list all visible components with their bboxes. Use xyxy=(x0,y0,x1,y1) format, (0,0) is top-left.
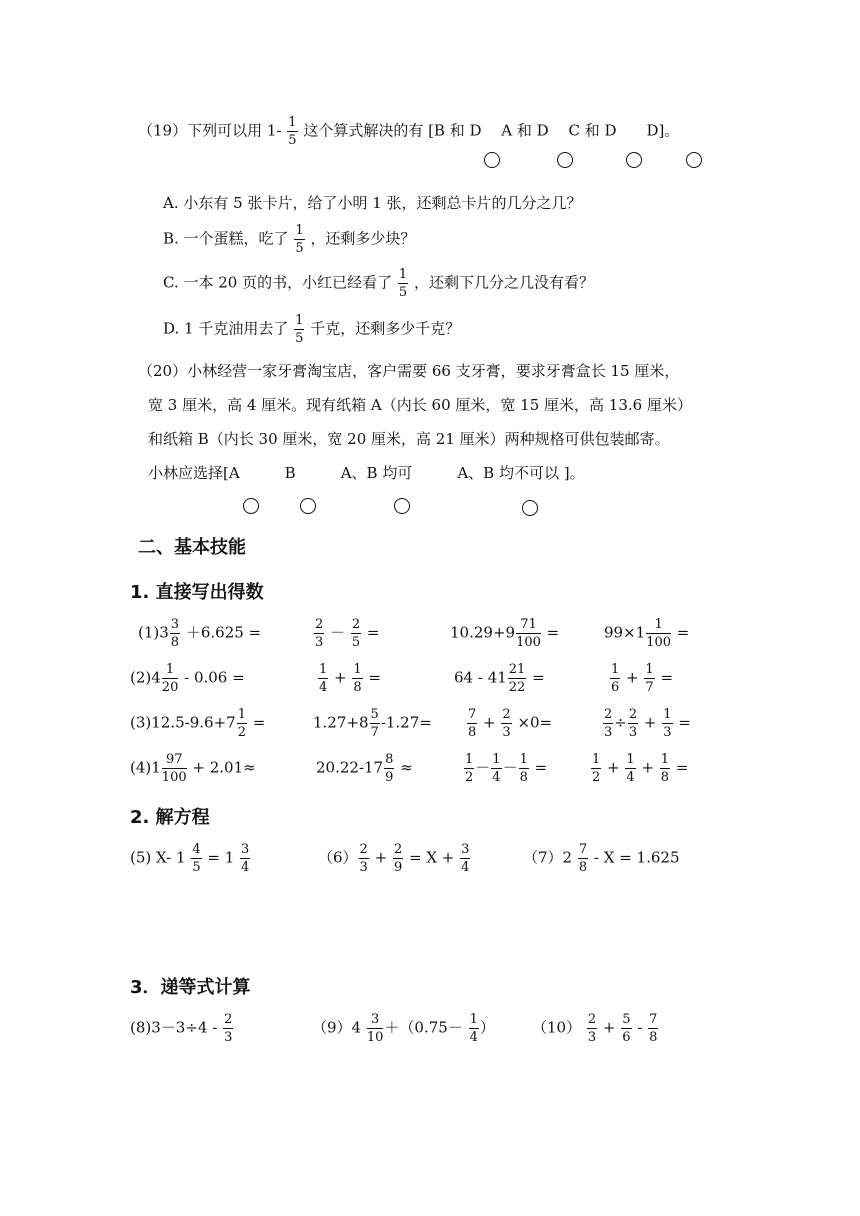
choice-circle-none[interactable] xyxy=(522,500,538,516)
expr-4c: $\frac{1}{2}$ － $\frac{1}{4}$ － $\frac{1}{8}$ = xyxy=(465,752,548,785)
fraction: $\frac{1}{5}$ xyxy=(288,115,297,148)
q20-line-3: 和纸箱 B（内长 30 厘米，宽 20 厘米，高 21 厘米）两种规格可供包装邮寄。 xyxy=(148,430,670,448)
equation-5: (5) X- 1 $\frac{4}{5}$ = 1 $\frac{3}{4}$ xyxy=(130,842,250,875)
q20-line-2: 宽 3 厘米，高 4 厘米。现有纸箱 A（内长 60 厘米，宽 15 厘米，高 13.6 厘米） xyxy=(148,396,692,414)
expression-10: （10） $\frac{2}{3}$ + $\frac{5}{6}$ - $\frac{7}{8}$ xyxy=(532,1012,658,1045)
choice-circle-4[interactable] xyxy=(686,152,702,168)
choice-circle-2[interactable] xyxy=(557,152,573,168)
expr-3d: $\frac{2}{3}$ ÷ $\frac{2}{3}$ + $\frac{1}{3}$ = xyxy=(604,707,691,740)
section-title: 二、基本技能 xyxy=(138,537,246,558)
expr-4a: (4)1 $\frac{97}{100}$ + 2.01≈ xyxy=(130,752,256,785)
choice-circle-1[interactable] xyxy=(484,152,500,168)
q19-stem: （19）下列可以用 1- $\frac{1}{5}$ 这个算式解决的有 [B 和 D A 和 D C 和 D D]。 xyxy=(138,115,680,148)
fraction: $\frac{1}{5}$ xyxy=(295,313,304,346)
expression-9: （9）4 $\frac{3}{10}$ ＋（0.75－ $\frac{1}{4}$ ） xyxy=(312,1012,495,1045)
expr-1a: (1)3 $\frac{3}{8}$ ＋6.625 = xyxy=(138,617,262,650)
equation-7: （7）2 $\frac{7}{8}$ - X = 1.625 xyxy=(523,842,680,875)
expr-3c: $\frac{7}{8}$ + $\frac{2}{3}$ ×0= xyxy=(468,707,553,740)
q19-option-a: A. 小东有 5 张卡片，给了小明 1 张，还剩总卡片的几分之几？ xyxy=(163,194,582,212)
fraction: $\frac{1}{5}$ xyxy=(295,223,304,256)
expr-3a: (3)12.5-9.6+7 $\frac{1}{2}$ = xyxy=(130,707,266,740)
expr-4d: $\frac{1}{2}$ + $\frac{1}{4}$ + $\frac{1}{8}$ = xyxy=(592,752,689,785)
q20-line-1: （20）小林经营一家牙膏淘宝店，客户需要 66 支牙膏，要求牙膏盒长 15 厘米， xyxy=(138,362,680,380)
expr-2d: $\frac{1}{6}$ + $\frac{1}{7}$ = xyxy=(611,662,674,695)
q19-option-d: D. 1 千克油用去了 $\frac{1}{5}$ 千克，还剩多少千克？ xyxy=(163,313,461,346)
fraction: $\frac{1}{5}$ xyxy=(398,267,408,300)
q20-line-4: 小林应选择[A B A、B 均可 A、B 均不可以 ]。 xyxy=(148,464,585,482)
part3-title: 3．递等式计算 xyxy=(130,977,251,998)
expr-1d: 99×1 $\frac{1}{100}$ = xyxy=(604,617,690,650)
part1-title: 1. 直接写出得数 xyxy=(130,582,264,603)
expr-3b: 1.27+8 $\frac{5}{7}$ -1.27= xyxy=(313,707,432,740)
q19-option-b: B. 一个蛋糕，吃了 $\frac{1}{5}$ ，还剩多少块？ xyxy=(163,223,416,256)
equation-6: （6） $\frac{2}{3}$ + $\frac{2}{9}$ = X + $\frac{3}{4}$ xyxy=(318,842,470,875)
expr-1c: 10.29+9 $\frac{71}{100}$ = xyxy=(450,617,560,650)
expr-4b: 20.22-17 $\frac{8}{9}$ ≈ xyxy=(316,752,413,785)
expr-1b: $\frac{2}{3}$ － $\frac{2}{5}$ = xyxy=(315,617,380,650)
choice-circle-ab[interactable] xyxy=(394,498,410,514)
part2-title: 2. 解方程 xyxy=(130,807,210,828)
expr-2a: (2)4 $\frac{1}{20}$ - 0.06 = xyxy=(130,662,245,695)
choice-circle-3[interactable] xyxy=(626,152,642,168)
expr-2c: 64 - 41 $\frac{21}{22}$ = xyxy=(454,662,545,695)
expression-8: (8)3－3÷4 - $\frac{2}{3}$ xyxy=(130,1012,233,1045)
choice-circle-a[interactable] xyxy=(243,498,259,514)
q19-option-c: C. 一本 20 页的书，小红已经看了 $\frac{1}{5}$ ，还剩下几分之几没有看？ xyxy=(163,267,594,300)
choice-circle-b[interactable] xyxy=(300,498,316,514)
expr-2b: $\frac{1}{4}$ + $\frac{1}{8}$ = xyxy=(319,662,382,695)
